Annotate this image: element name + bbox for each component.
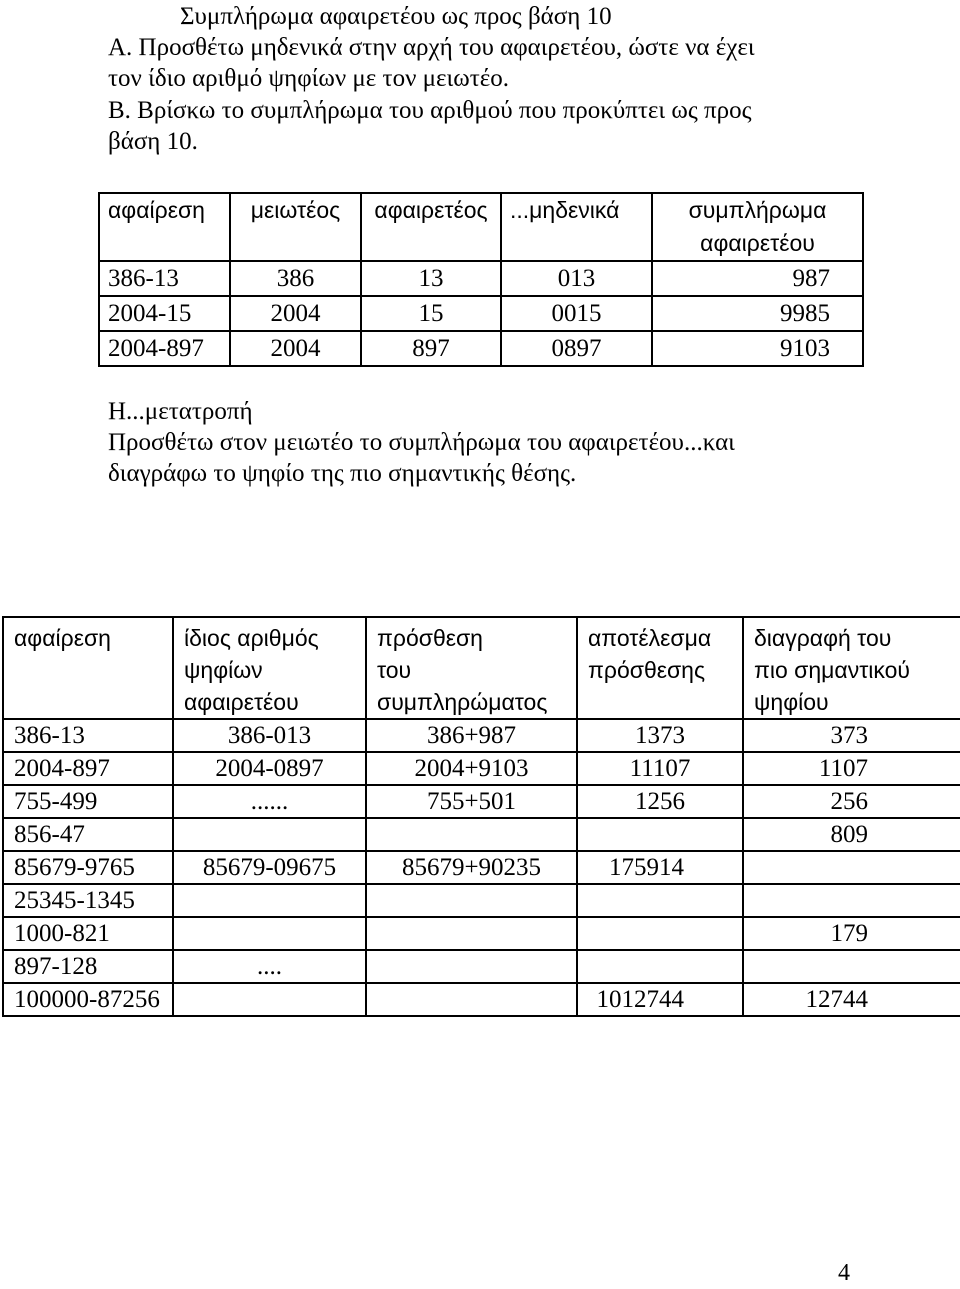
header-line: ίδιος αριθμός [184,625,319,651]
cell: 1012744 [577,983,743,1016]
cell [366,818,577,851]
cell [173,884,366,917]
header-minuend: μειωτέος [230,193,361,261]
cell: 2004+9103 [366,752,577,785]
cell: 256 [743,785,960,818]
header-same-digits [173,617,366,719]
header-line: πρόσθεση [377,625,483,651]
cell: 85679+90235 [366,851,577,884]
step-b-line-1: Β. Βρίσκω το συμπλήρωμα του αριθμού που προκύπτει ως προς [108,97,752,124]
cell: 897-128 [3,950,173,983]
header-add-complement [366,617,577,719]
table-row [3,785,960,818]
cell: 1373 [577,719,743,752]
cell: 9985 [652,296,863,331]
cell [577,950,743,983]
cell: 2004 [230,331,361,366]
conversion-heading: Η...μετατροπή [108,398,253,425]
cell [577,818,743,851]
step-a-line-2: τον ίδιο αριθμό ψηφίων με τον μειωτέο. [108,65,510,92]
cell: 1000-821 [3,917,173,950]
cell: 85679-9765 [3,851,173,884]
cell [743,851,960,884]
cell: 25345-1345 [3,884,173,917]
header-complement [652,193,863,261]
table-row [99,296,863,331]
cell: 897 [361,331,501,366]
header-line: πιο σημαντικού [754,657,910,683]
header-subtraction [3,617,173,719]
cell: 0015 [501,296,652,331]
header-zeros: ...μηδενικά [501,193,652,261]
page-number: 4 [838,1260,850,1286]
cell: 856-47 [3,818,173,851]
header-subtrahend: αφαιρετέος [361,193,501,261]
header-line: συμπληρώματος [377,689,548,715]
header-line: αποτέλεσμα [588,625,712,651]
cell [173,917,366,950]
header-drop-digit [743,617,960,719]
conversion-table [2,616,960,1017]
table-row [3,884,960,917]
header-complement-line-1: συμπλήρωμα [688,197,827,223]
table-header-row [99,193,863,261]
cell: 2004-0897 [173,752,366,785]
conversion-line-2: Προσθέτω στον μειωτέο το συμπλήρωμα του αφαιρετέου...και [108,429,735,456]
cell: 809 [743,818,960,851]
cell: 386-13 [3,719,173,752]
cell [577,917,743,950]
cell: 1256 [577,785,743,818]
header-line: ψηφίων [184,657,263,683]
cell [366,950,577,983]
cell: 12744 [743,983,960,1016]
table-row [3,818,960,851]
cell: 179 [743,917,960,950]
header-line: πρόσθεσης [588,657,706,683]
cell: 85679-09675 [173,851,366,884]
header-sum-result [577,617,743,719]
header-subtraction: αφαίρεση [99,193,230,261]
cell: 386 [230,261,361,296]
header-line: αφαίρεση [14,625,111,651]
cell [577,884,743,917]
table-header-row [3,617,960,719]
cell [366,917,577,950]
table-row [3,983,960,1016]
table-row [99,261,863,296]
cell [366,983,577,1016]
heading: Συμπλήρωμα αφαιρετέου ως προς βάση 10 [180,3,612,30]
cell [366,884,577,917]
cell [173,983,366,1016]
cell: 2004-897 [3,752,173,785]
cell: 2004-15 [99,296,230,331]
header-line: του [377,657,412,683]
cell: 2004-897 [99,331,230,366]
cell: 9103 [652,331,863,366]
table-row [3,752,960,785]
cell: 1107 [743,752,960,785]
table-row [3,917,960,950]
cell: 386+987 [366,719,577,752]
cell: ...... [173,785,366,818]
cell: 2004 [230,296,361,331]
cell: 755+501 [366,785,577,818]
cell [743,884,960,917]
conversion-line-3: διαγράφω το ψηφίο της πιο σημαντικής θέσης. [108,460,577,487]
complement-table [98,192,864,367]
step-b-line-2: βάση 10. [108,128,198,155]
cell: 11107 [577,752,743,785]
cell: 373 [743,719,960,752]
cell: .... [173,950,366,983]
header-line: ψηφίου [754,689,829,715]
table-row [99,331,863,366]
cell [743,950,960,983]
cell: 987 [652,261,863,296]
table-row [3,719,960,752]
table-row [3,851,960,884]
cell: 175914 [577,851,743,884]
cell: 100000-87256 [3,983,173,1016]
cell: 755-499 [3,785,173,818]
cell: 386-13 [99,261,230,296]
header-complement-line-2: αφαιρετέου [700,230,815,256]
cell: 13 [361,261,501,296]
cell [173,818,366,851]
step-a-line-1: Α. Προσθέτω μηδενικά στην αρχή του αφαιρετέου, ώστε να έχει [108,34,755,61]
header-line: αφαιρετέου [184,689,299,715]
cell: 013 [501,261,652,296]
cell: 386-013 [173,719,366,752]
cell: 0897 [501,331,652,366]
header-line: διαγραφή του [754,625,892,651]
table-row [3,950,960,983]
cell: 15 [361,296,501,331]
